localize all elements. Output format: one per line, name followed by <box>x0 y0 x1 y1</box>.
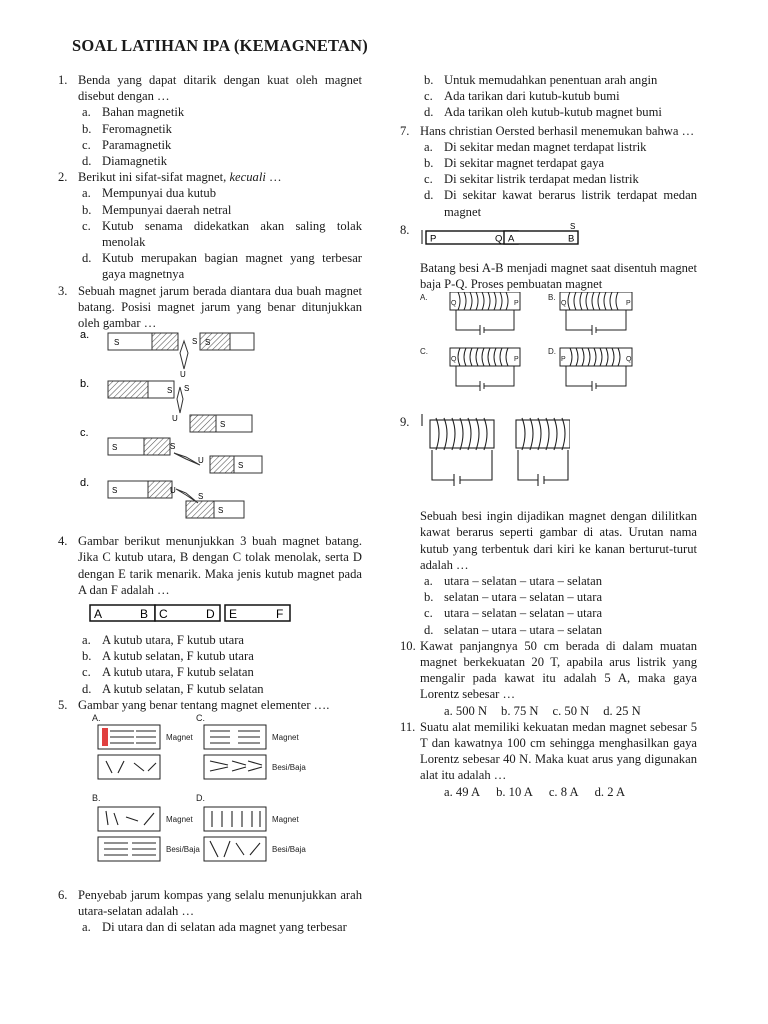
option-letter: a. <box>424 139 433 154</box>
option-c[interactable]: c. 8 A <box>548 784 579 799</box>
option-text: Di sekitar magnet terdapat gaya <box>444 156 605 171</box>
question-number: 8. <box>400 222 410 237</box>
bar-label-a: A <box>94 607 103 622</box>
question-text: Gambar yang benar tentang magnet elementer …. <box>78 697 330 712</box>
option-d[interactable] <box>78 681 362 697</box>
electromagnet-figure <box>420 414 570 486</box>
svg-text:A: A <box>508 233 515 245</box>
option-d[interactable] <box>420 104 697 120</box>
option-list <box>78 632 362 697</box>
option-text: Ada tarikan dari kutub-kutub bumi <box>444 89 620 104</box>
svg-text:P: P <box>514 300 519 308</box>
figure-label-d: d. <box>80 477 90 490</box>
option-c[interactable] <box>78 664 362 680</box>
question-6 <box>58 887 362 936</box>
option-c[interactable] <box>420 171 697 187</box>
svg-text:B.: B. <box>548 293 556 303</box>
left-column <box>58 72 362 936</box>
option-text: Diamagnetik <box>102 154 168 169</box>
bar-magnets-figure <box>82 602 366 626</box>
bar-label-f: F <box>276 607 284 622</box>
option-a[interactable] <box>78 104 362 120</box>
bar-label-c: C <box>159 607 168 622</box>
figure-a <box>108 333 254 379</box>
svg-text:Q: Q <box>561 300 567 308</box>
option-text: Di sekitar kawat berarus listrik terdapat medan magnet <box>444 188 697 219</box>
svg-text:C.: C. <box>196 713 205 724</box>
option-b[interactable]: b. 10 A <box>496 784 533 799</box>
option-text: Feromagnetik <box>102 121 172 136</box>
svg-text:S: S <box>218 506 224 516</box>
option-letter: d. <box>82 154 92 169</box>
option-a[interactable] <box>420 139 697 155</box>
option-letter: c. <box>424 89 433 104</box>
svg-text:A.: A. <box>92 713 101 724</box>
question-number: 11. <box>400 719 416 734</box>
option-text: A kutub selatan, F kutub selatan <box>102 681 264 696</box>
option-text: Untuk memudahkan penentuan arah angin <box>444 73 658 87</box>
option-text: Di utara dan di selatan ada magnet yang terbesar <box>102 920 347 935</box>
figure-d <box>108 481 244 518</box>
magnet-rubbing-figure <box>420 222 620 246</box>
option-a[interactable] <box>78 185 362 201</box>
figure-label-b: b. <box>80 378 90 391</box>
svg-text:S: S <box>238 461 244 471</box>
question-10 <box>400 638 697 719</box>
svg-text:S: S <box>167 386 173 396</box>
svg-text:P: P <box>561 356 566 364</box>
option-text: utara – selatan – selatan – utara <box>444 606 603 621</box>
svg-text:S: S <box>112 486 118 496</box>
svg-text:C.: C. <box>420 347 428 357</box>
option-letter: d. <box>424 105 434 120</box>
option-letter: a. <box>424 574 433 589</box>
option-list <box>420 573 697 638</box>
question-11 <box>400 719 697 800</box>
svg-text:Magnet: Magnet <box>272 733 299 743</box>
question-text: Gambar berikut menunjukkan 3 buah magnet batang. Jika C kutub utara, B dengan C tolak menolak, serta D dengan E tarik menarik. Maka jenis kutub magnet pada A dan F adalah … <box>78 534 362 597</box>
svg-text:P: P <box>626 300 631 308</box>
option-d[interactable]: d. 25 N <box>603 703 641 718</box>
question-5 <box>58 697 362 871</box>
svg-text:Q: Q <box>626 356 632 364</box>
option-letter: b. <box>82 649 92 664</box>
option-b[interactable] <box>420 589 697 605</box>
svg-text:B: B <box>568 233 575 245</box>
option-list <box>420 139 697 220</box>
option-d[interactable] <box>78 250 362 282</box>
svg-text:S: S <box>192 337 198 347</box>
question-number: 10. <box>400 638 416 653</box>
option-letter: d. <box>82 681 92 696</box>
option-a[interactable]: a. 500 N <box>444 703 488 718</box>
option-letter: a. <box>82 105 91 120</box>
option-b[interactable] <box>78 202 362 218</box>
option-b[interactable] <box>420 72 697 88</box>
question-text: Berikut ini sifat-sifat magnet, kecuali … <box>78 170 282 185</box>
question-4 <box>58 533 362 697</box>
option-list <box>78 919 362 935</box>
option-text: A kutub utara, F kutub selatan <box>102 665 254 680</box>
bar-label-e: E <box>229 607 238 622</box>
bar-label-d: D <box>206 607 215 622</box>
option-c[interactable] <box>420 88 697 104</box>
page-title: SOAL LATIHAN IPA (KEMAGNETAN) <box>72 36 368 55</box>
svg-text:P: P <box>430 233 437 245</box>
question-7 <box>400 123 697 220</box>
question-text: Suatu alat memiliki kekuatan medan magnet sebesar 5 T dan kawatnya 100 cm sehingga menghasilkan gaya Lorentz sebesar 40 N. Maka kuat arus yang digunakan alat itu adalah … <box>420 719 697 783</box>
option-letter: a. <box>82 186 91 201</box>
option-d[interactable] <box>420 622 697 638</box>
option-d[interactable] <box>78 153 362 169</box>
svg-text:S: S <box>220 420 226 430</box>
question-2 <box>58 169 362 282</box>
option-text: Paramagnetik <box>102 137 172 152</box>
svg-text:Besi/Baja: Besi/Baja <box>272 845 306 855</box>
question-text: Sebuah besi ingin dijadikan magnet dengan dililitkan kawat berarus seperti gambar di atas. Urutan nama kutub yang terbentuk dari kiri ke kanan berturut-turut adalah … <box>420 509 697 572</box>
elementary-magnet-figure <box>78 713 362 871</box>
question-1 <box>58 72 362 169</box>
svg-text:S: S <box>114 338 120 348</box>
svg-text:Magnet: Magnet <box>166 815 193 825</box>
figure-label-c: c. <box>80 427 89 440</box>
option-list <box>420 784 697 800</box>
question-number: 1. <box>58 73 68 87</box>
question-text: Batang besi A-B menjadi magnet saat disentuh magnet baja P-Q. Proses pembuatan magnet <box>420 260 697 292</box>
svg-text:Magnet: Magnet <box>166 733 193 743</box>
figure-c <box>108 438 262 473</box>
option-text: A kutub utara, F kutub utara <box>102 633 245 648</box>
option-a[interactable] <box>78 632 362 648</box>
svg-text:S: S <box>112 443 118 453</box>
option-c[interactable] <box>420 605 697 621</box>
option-letter: b. <box>424 73 434 87</box>
option-letter: b. <box>82 121 92 136</box>
option-text: A kutub selatan, F kutub utara <box>102 649 254 664</box>
option-text: Bahan magnetik <box>102 105 185 120</box>
question-number: 4. <box>58 534 68 549</box>
arrow-group-a1 <box>102 728 156 746</box>
figure-b <box>108 381 252 432</box>
emphasis-text: kecuali <box>229 170 266 185</box>
option-letter: a. <box>82 920 91 935</box>
option-a[interactable] <box>420 573 697 589</box>
option-letter: d. <box>82 251 92 266</box>
option-letter: c. <box>82 665 91 680</box>
svg-text:U: U <box>180 370 186 380</box>
option-d[interactable] <box>420 187 697 219</box>
option-letter: d. <box>424 622 434 637</box>
option-text: Kutub merupakan bagian magnet yang terbesar gaya magnetnya <box>102 251 362 282</box>
svg-text:Besi/Baja: Besi/Baja <box>272 763 306 773</box>
option-list-continued <box>400 72 697 121</box>
option-text: utara – selatan – utara – selatan <box>444 574 603 589</box>
option-text: Di sekitar medan magnet terdapat listrik <box>444 139 647 154</box>
option-b[interactable] <box>420 155 697 171</box>
option-a[interactable]: a. 49 A <box>444 784 481 799</box>
svg-text:B.: B. <box>92 793 101 804</box>
question-number: 9. <box>400 415 410 430</box>
right-column <box>400 72 697 800</box>
question-number: 3. <box>58 283 68 298</box>
option-text: Kutub senama didekatkan akan saling tolak menolak <box>102 218 362 250</box>
coil-options-figure <box>420 292 650 392</box>
option-list <box>420 703 697 719</box>
option-list <box>78 104 362 169</box>
compass-needle-figure <box>78 331 362 519</box>
option-text: Mempunyai daerah netral <box>102 202 232 217</box>
svg-text:Magnet: Magnet <box>272 815 299 825</box>
question-number: 5. <box>58 697 68 712</box>
option-letter: d. <box>424 188 434 203</box>
svg-text:D.: D. <box>196 793 205 804</box>
option-text: Mempunyai dua kutub <box>102 186 217 201</box>
svg-text:Q: Q <box>451 356 457 364</box>
svg-text:P: P <box>514 356 519 364</box>
svg-text:S: S <box>184 384 190 394</box>
figure-label-a: a. <box>80 331 90 342</box>
question-text: Sebuah magnet jarum berada diantara dua buah magnet batang. Posisi magnet jarum yang benar ditunjukkan oleh gambar … <box>78 283 362 331</box>
option-b[interactable] <box>78 121 362 137</box>
option-c[interactable]: c. 50 N <box>552 703 590 718</box>
option-letter: b. <box>424 156 434 171</box>
option-c[interactable] <box>78 137 362 153</box>
option-letter: b. <box>424 590 434 605</box>
svg-text:Q: Q <box>495 233 503 245</box>
option-text: Di sekitar listrik terdapat medan listrik <box>444 172 639 187</box>
option-b[interactable]: b. 75 N <box>501 703 539 718</box>
svg-text:S: S <box>570 221 576 231</box>
question-8 <box>400 222 697 392</box>
option-c[interactable] <box>78 218 362 250</box>
option-letter: b. <box>82 202 92 217</box>
svg-text:U: U <box>170 486 176 496</box>
option-letter: c. <box>82 218 91 233</box>
svg-text:S: S <box>198 492 204 502</box>
option-text: Ada tarikan oleh kutub-kutub magnet bumi <box>444 105 662 120</box>
option-letter: c. <box>424 606 433 621</box>
option-a[interactable] <box>78 919 362 935</box>
svg-text:S: S <box>170 442 176 452</box>
option-b[interactable] <box>78 648 362 664</box>
question-text: Kawat panjangnya 50 cm berada di dalam muatan magnet berkekuatan 20 T, apabila arus listrik yang mengalir pada kawat itu adalah 5 A, maka gaya Lorentz sebesar … <box>420 638 697 702</box>
svg-text:S: S <box>205 338 211 348</box>
question-9 <box>400 414 697 638</box>
question-text: Penyebab jarum kompas yang selalu menunjukkan arah utara-selatan adalah … <box>78 888 362 919</box>
question-text: Benda yang dapat ditarik dengan kuat oleh magnet disebut dengan … <box>78 73 362 104</box>
svg-text:U: U <box>172 414 178 424</box>
option-text: selatan – utara – utara – selatan <box>444 622 603 637</box>
option-letter: a. <box>82 633 91 648</box>
svg-text:U: U <box>198 456 204 466</box>
svg-text:Q: Q <box>451 300 457 308</box>
option-letter: c. <box>82 137 91 152</box>
bar-label-b: B <box>140 607 149 622</box>
option-text: selatan – utara – selatan – utara <box>444 590 603 605</box>
question-number: 6. <box>58 888 68 903</box>
question-number: 7. <box>400 123 410 138</box>
question-text: Hans christian Oersted berhasil menemukan bahwa … <box>420 123 695 138</box>
option-list <box>78 185 362 282</box>
svg-text:Besi/Baja: Besi/Baja <box>166 845 200 855</box>
option-d[interactable]: d. 2 A <box>594 784 626 799</box>
svg-text:A.: A. <box>420 293 428 303</box>
option-letter: c. <box>424 172 433 187</box>
question-3 <box>58 283 362 520</box>
question-number: 2. <box>58 170 68 185</box>
svg-text:D.: D. <box>548 347 556 357</box>
